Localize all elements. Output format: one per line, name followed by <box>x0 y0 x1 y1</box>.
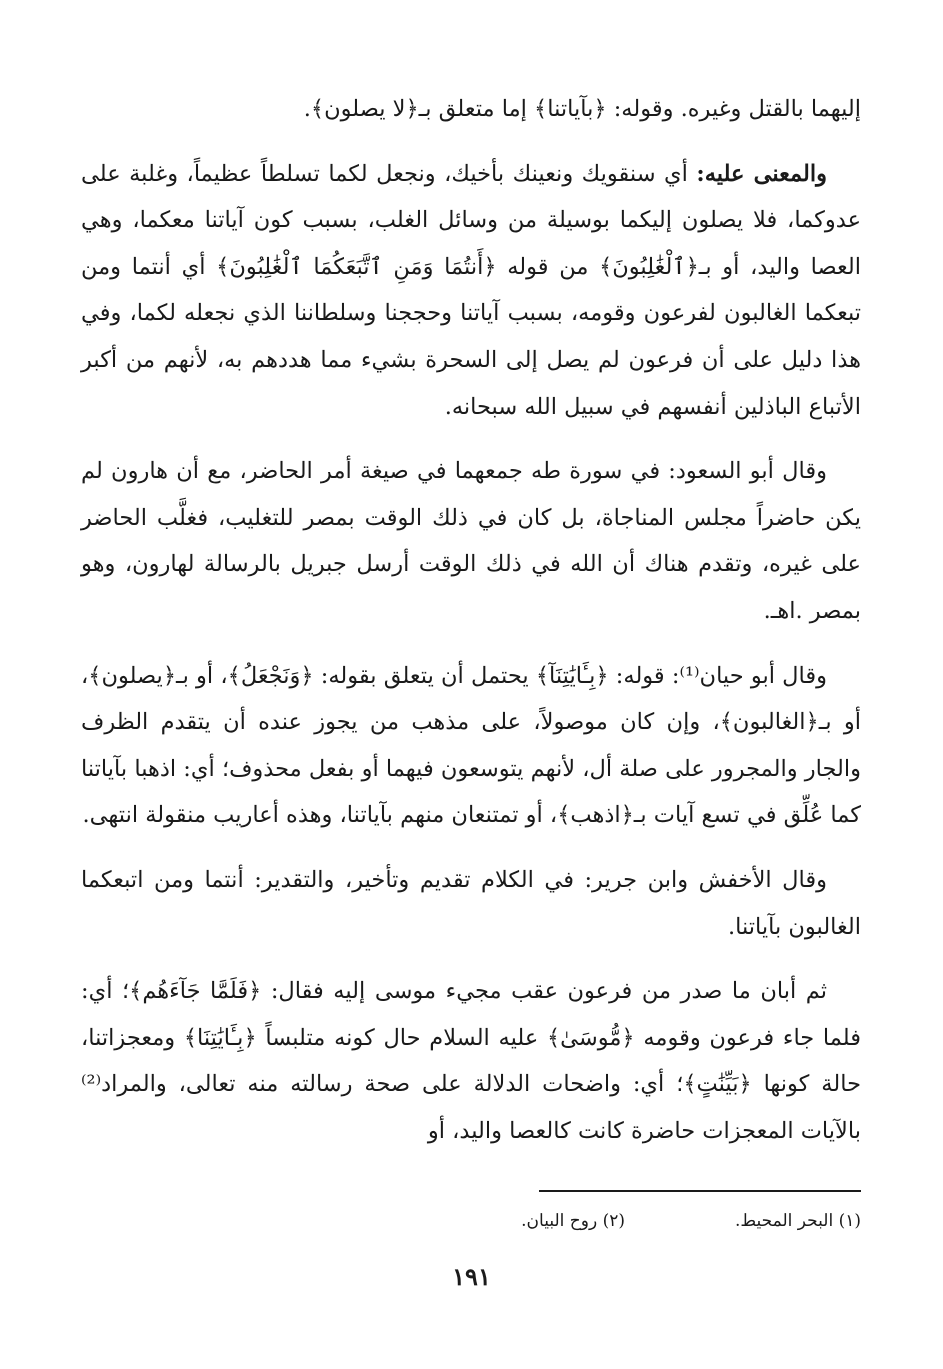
footnotes <box>281 1208 861 1234</box>
footnote-1: (١) البحر المحيط. <box>735 1211 861 1231</box>
paragraph-3 <box>81 448 861 634</box>
paragraph-1 <box>81 86 861 133</box>
paragraph-2-text: أي سنقويك ونعينك بأخيك، ونجعل لكما تسلطاً عظيماً، وغلبة على عدوكما، فلا يصلون إليكما بوسيلة من وسائل الغلب، بسبب كون آياتنا معكما، وهي العصا واليد، أو بـ﴿ٱلْغَٰلِبُونَ﴾ من قوله ﴿أَنتُمَا وَمَنِ ٱتَّبَعَكُمَا ٱلْغَٰلِبُونَ﴾ أي أنتما ومن تبعكما الغالبون لفرعون وقومه، بسبب آياتنا وحججنا وسلطاننا الذي نجعله لكما، وفي هذا دليل على أن فرعون لم يصل إلى السحرة بشيء مما هددهم به، لأنهم من أكبر الأتباع الباذلين أنفسهم في سبيل الله سبحانه. <box>81 160 861 420</box>
paragraph-4 <box>81 653 861 839</box>
paragraph-5 <box>81 857 861 950</box>
body-text <box>81 86 861 1172</box>
footnote-divider <box>539 1190 861 1192</box>
footnote-2: (٢) روح البيان. <box>521 1211 626 1231</box>
paragraph-2 <box>81 151 861 431</box>
page-number: ١٩١ <box>452 1262 491 1291</box>
paragraph-4-text: وقال أبو حيان⁽¹⁾: قوله: ﴿بِـَٔايَٰتِنَآ﴾ يحتمل أن يتعلق بقوله: ﴿وَنَجْعَلُ﴾، أو بـ﴿يصلون﴾، أو بـ﴿الغالبون﴾، وإن كان موصولاً، على مذهب من يجوز عنده أن يتقدم الظرف والجار والمجرور على صلة أل، لأنهم يتوسعون فيهما أو بفعل محذوف؛ أي: اذهبا بآياتنا كما عُلِّق في تسع آيات بـ﴿اذهب﴾، أو تمتنعان منهم بآياتنا، وهذه أعاريب منقولة انتهى. <box>81 662 861 829</box>
paragraph-6-text: ثم أبان ما صدر من فرعون عقب مجيء موسى إليه فقال: ﴿فَلَمَّا جَآءَهُم﴾؛ أي: فلما جاء فرعون وقومه ﴿مُّوسَىٰ﴾ عليه السلام حال كونه متلبساً ﴿بِـَٔايَٰتِنَا﴾ ومعجزاتنا، حالة كونها ﴿بَيِّنَٰتٍ﴾؛ أي: واضحات الدلالة على صحة رسالته منه تعالى، والمراد⁽²⁾ بالآيات المعجزات حاضرة كانت كالعصا واليد، أو <box>81 978 861 1144</box>
paragraph-2-lead: والمعنى عليه: <box>696 160 827 187</box>
paragraph-1-text: إليهما بالقتل وغيره. وقوله: ﴿بآياتنا﴾ إما متعلق بـ﴿لا يصلون﴾. <box>303 96 861 122</box>
paragraph-3-text: وقال أبو السعود: في سورة طه جمعهما في صيغة أمر الحاضر، مع أن هارون لم يكن حاضراً مجلس المناجاة، بل كان في ذلك الوقت بمصر للتغليب، فغلَّب الحاضر على غيره، وتقدم هناك أن الله في ذلك الوقت أرسل جبريل بالرسالة لهارون، وهو بمصر .اهـ. <box>81 458 861 624</box>
paragraph-6 <box>81 968 861 1154</box>
paragraph-5-text: وقال الأخفش وابن جرير: في الكلام تقديم وتأخير، والتقدير: أنتما ومن اتبعكما الغالبون بآياتنا. <box>81 866 861 940</box>
